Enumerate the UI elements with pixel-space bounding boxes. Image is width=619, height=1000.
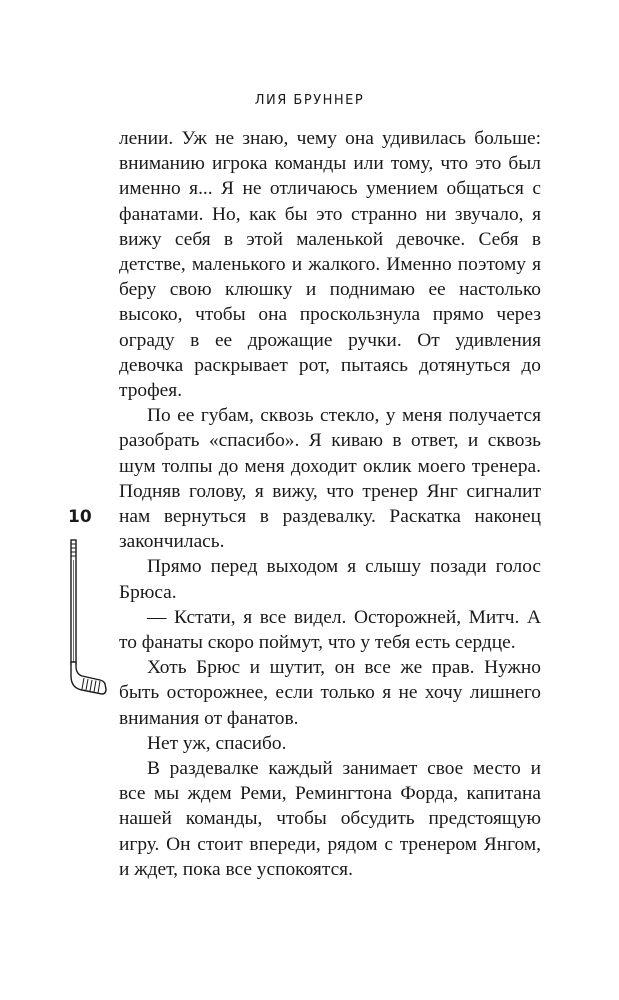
running-head: ЛИЯ БРУННЕР [254,93,365,108]
paragraph: Хоть Брюс и шутит, он все же прав. Нужно быть осторожнее, если только я не хочу лишнего внимания от фанатов. [119,657,541,729]
paragraph: — Кстати, я все видел. Осторожней, Митч. А то фанаты скоро поймут, что у тебя есть сердце. [119,606,541,654]
paragraph: По ее губам, сквозь стекло, у меня получается разобрать «спасибо». Я киваю в ответ, и сквозь шум толпы до меня доходит оклик моего тренера. Подняв голову, я вижу, что тренер Янг сигналит нам вернуться в раздевалку. Раскатка наконец закончилась. [119,405,541,553]
paragraph: Прямо перед выходом я слышу позади голос Брюса. [119,556,541,603]
paragraph: лении. Уж не знаю, чему она удивилась больше: вниманию игрока команды или тому, что это был именно я... Я не отличаюсь умением общаться с фанатами. Но, как бы это странно ни звучало, я вижу себя в этой маленькой девочке. Себя в детстве, маленького и жалкого. Именно поэтому я беру свою клюшку и поднимаю ее настолько высоко, чтобы она проскользнула прямо через ограду в ее дрожащие ручки. От удивления девочка раскрывает рот, пытаясь дотянуться до трофея. [119,128,541,402]
hockey-stick-icon [68,538,108,698]
paragraph: Нет уж, спасибо. [147,732,287,754]
body-text [119,126,541,882]
paragraph: В раздевалке каждый занимает свое место и все мы ждем Реми, Ремингтона Форда, капитана нашей команды, чтобы обсудить предстоящую игру. Он стоит впереди, рядом с тренером Янгом, и ждет, пока все успокоятся. [119,758,541,880]
page-number: 10 [68,507,92,527]
